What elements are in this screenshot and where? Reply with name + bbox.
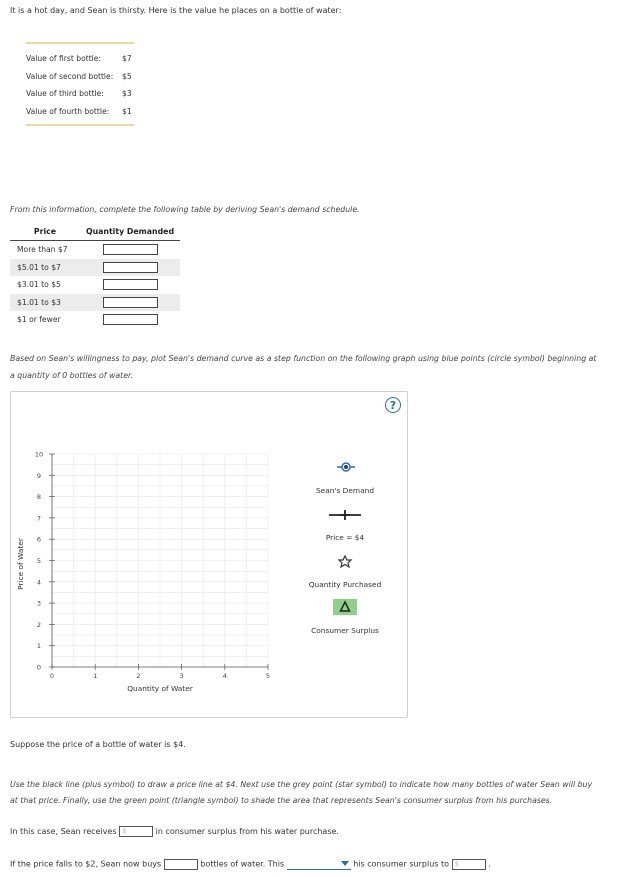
quantity-purchased-tool[interactable]	[339, 556, 351, 567]
surplus-input[interactable]: $	[119, 826, 153, 837]
price-line-tool[interactable]	[329, 510, 361, 520]
x-tick-label: 5	[265, 672, 271, 680]
table-row: $5.01 to $7	[10, 259, 180, 277]
price-instruction-line2: at that price. Finally, use the green point (triangle symbol) to shade the area that represents Sean's consumer surplus from his purchases.	[10, 796, 553, 805]
value-row: Value of third bottle: $3	[26, 89, 132, 98]
value-row: Value of fourth bottle: $1	[26, 106, 132, 116]
table-row: More than $7	[10, 241, 180, 259]
demand-graph[interactable]	[11, 392, 407, 717]
quantity-header: Quantity Demanded	[85, 227, 175, 236]
value-row: Value of first bottle: $7	[26, 54, 132, 63]
table-instruction: From this information, complete the following table by deriving Sean's demand schedule.	[10, 205, 360, 214]
y-tick-label: 3	[36, 599, 42, 608]
x-tick-label: 4	[222, 672, 227, 680]
change-dropdown[interactable]	[287, 858, 351, 870]
table-row: $3.01 to $5	[10, 276, 180, 294]
quantity-input[interactable]	[103, 279, 158, 290]
y-tick-label: 7	[36, 514, 42, 523]
legend-price-label: Price = $4	[325, 533, 365, 542]
quantity-input[interactable]	[103, 262, 158, 273]
table-row: $1.01 to $3	[10, 294, 180, 312]
consumer-surplus-tool[interactable]	[333, 599, 357, 615]
y-tick-label: 10	[34, 450, 44, 459]
y-tick-label: 8	[36, 493, 42, 502]
help-button[interactable]: ?	[385, 397, 401, 413]
x-axis-label: Quantity of Water	[127, 684, 193, 693]
bottles-input[interactable]	[164, 859, 198, 870]
y-axis-label: Price of Water	[16, 538, 25, 590]
legend-purchased-label: Quantity Purchased	[308, 580, 382, 589]
star-icon	[339, 556, 351, 567]
value-table	[26, 42, 134, 126]
value-row: Value of second bottle: $5	[26, 71, 132, 81]
quantity-input[interactable]	[103, 314, 158, 325]
price-note: Suppose the price of a bottle of water is $4.	[10, 740, 186, 749]
y-tick-label: 6	[36, 535, 42, 544]
quantity-input[interactable]	[103, 244, 158, 255]
graph-panel	[10, 391, 408, 718]
question-surplus: In this case, Sean receives $ in consumer surplus from his water purchase.	[10, 827, 339, 836]
y-tick-label: 9	[36, 471, 42, 480]
chevron-down-icon	[341, 861, 349, 866]
x-tick-label: 3	[179, 672, 184, 680]
grid	[52, 454, 268, 667]
new-surplus-input[interactable]: $	[452, 859, 486, 870]
x-tick-label: 2	[136, 672, 141, 680]
legend-surplus-label: Consumer Surplus	[311, 626, 379, 635]
legend-demand-label: Sean's Demand	[315, 486, 375, 495]
y-tick-label: 5	[36, 557, 42, 565]
table-row: $1 or fewer	[10, 311, 180, 329]
price-instruction-line1: Use the black line (plus symbol) to draw a price line at $4. Next use the grey point (star symbol) to indicate how many bottles of water Sean will buy	[10, 780, 593, 789]
demand-schedule-table	[10, 226, 180, 329]
question-price-fall: If the price falls to $2, Sean now buys bottles of water. This his consumer surplus to $ .	[10, 859, 491, 869]
y-tick-label: 4	[36, 578, 42, 587]
graph-instruction-line1: Based on Sean's willingness to pay, plot Sean's demand curve as a step function on the following graph using blue points (circle symbol) beginning at	[10, 354, 597, 363]
price-header: Price	[33, 227, 57, 236]
table-header	[10, 226, 180, 241]
quantity-input[interactable]	[103, 297, 158, 308]
y-tick-label: 0	[36, 663, 42, 672]
y-tick-label: 1	[36, 642, 42, 651]
intro-text: It is a hot day, and Sean is thirsty. Here is the value he places on a bottle of water:	[10, 6, 342, 15]
y-tick-label: 2	[36, 620, 42, 629]
x-tick-label: 0	[49, 672, 55, 680]
demand-tool[interactable]	[337, 463, 355, 471]
graph-instruction-line2: a quantity of 0 bottles of water.	[10, 371, 133, 380]
x-tick-label: 1	[93, 672, 98, 680]
